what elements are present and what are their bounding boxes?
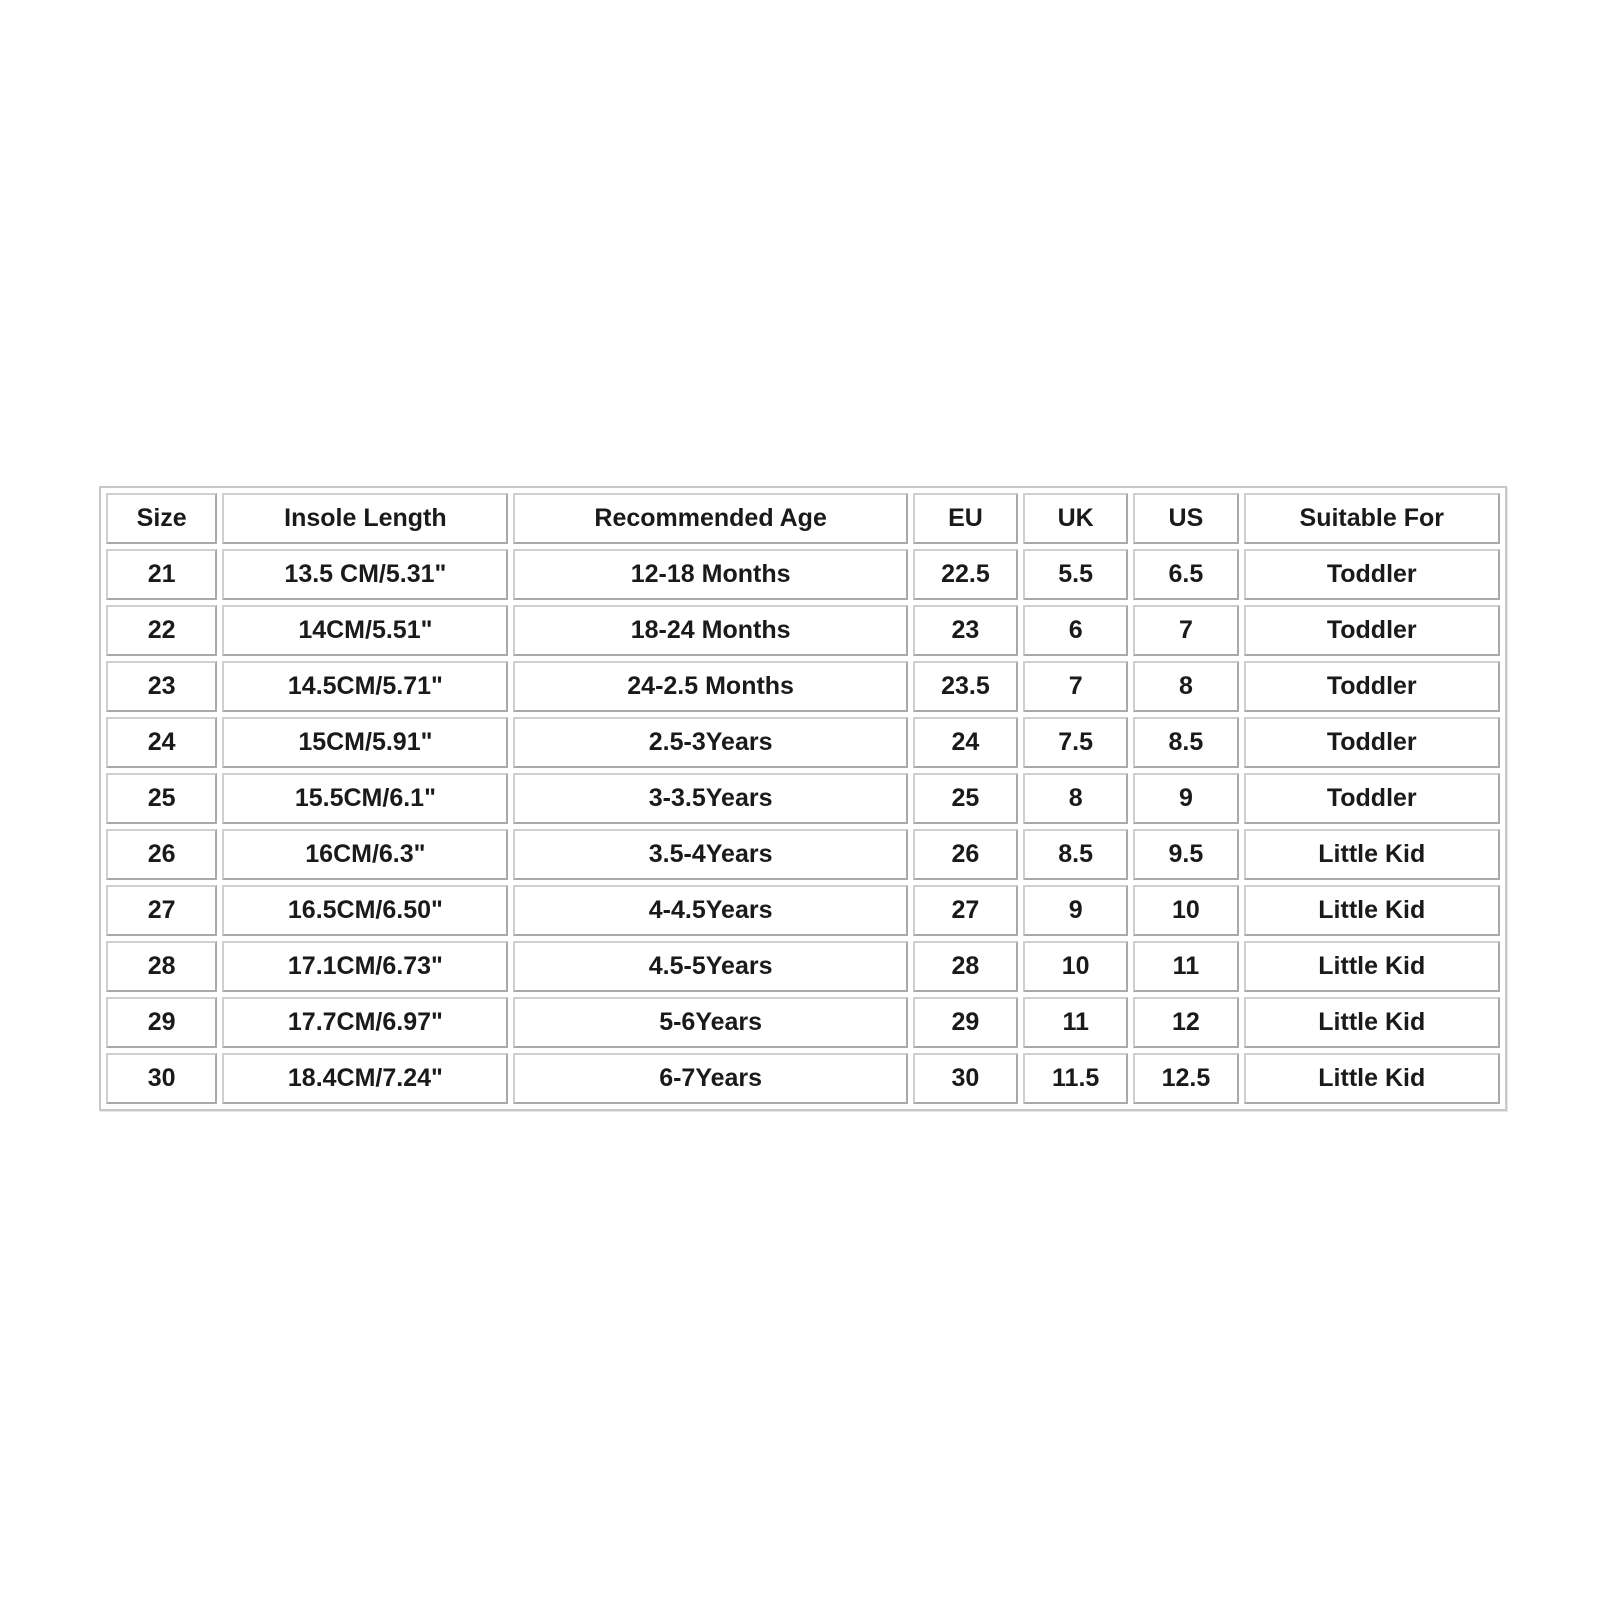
- cell-size: 29: [106, 997, 217, 1048]
- cell-us: 10: [1133, 885, 1238, 936]
- table-row: [106, 997, 1500, 1048]
- header-insole-length: Insole Length: [222, 493, 508, 544]
- cell-us: 6.5: [1133, 549, 1238, 600]
- cell-us: 7: [1133, 605, 1238, 656]
- cell-size: 30: [106, 1053, 217, 1104]
- cell-suitable-for: Toddler: [1244, 549, 1500, 600]
- cell-us: 8.5: [1133, 717, 1238, 768]
- cell-us: 9: [1133, 773, 1238, 824]
- cell-eu: 23: [913, 605, 1018, 656]
- cell-size: 27: [106, 885, 217, 936]
- table-row: [106, 885, 1500, 936]
- cell-suitable-for: Little Kid: [1244, 1053, 1500, 1104]
- cell-recommended-age: 6-7Years: [513, 1053, 907, 1104]
- table-header: [106, 493, 1500, 544]
- cell-suitable-for: Little Kid: [1244, 829, 1500, 880]
- cell-us: 9.5: [1133, 829, 1238, 880]
- table-row: [106, 549, 1500, 600]
- cell-uk: 6: [1023, 605, 1128, 656]
- cell-uk: 5.5: [1023, 549, 1128, 600]
- cell-suitable-for: Toddler: [1244, 717, 1500, 768]
- cell-recommended-age: 2.5-3Years: [513, 717, 907, 768]
- cell-uk: 10: [1023, 941, 1128, 992]
- cell-uk: 8: [1023, 773, 1128, 824]
- cell-insole-length: 17.7CM/6.97": [222, 997, 508, 1048]
- cell-recommended-age: 18-24 Months: [513, 605, 907, 656]
- cell-us: 12.5: [1133, 1053, 1238, 1104]
- table-row: [106, 605, 1500, 656]
- cell-us: 12: [1133, 997, 1238, 1048]
- cell-insole-length: 18.4CM/7.24": [222, 1053, 508, 1104]
- table-row: [106, 1053, 1500, 1104]
- cell-size: 22: [106, 605, 217, 656]
- cell-uk: 11.5: [1023, 1053, 1128, 1104]
- cell-eu: 28: [913, 941, 1018, 992]
- header-row: [106, 493, 1500, 544]
- header-us: US: [1133, 493, 1238, 544]
- cell-recommended-age: 4-4.5Years: [513, 885, 907, 936]
- cell-us: 8: [1133, 661, 1238, 712]
- header-uk: UK: [1023, 493, 1128, 544]
- table-row: [106, 717, 1500, 768]
- cell-size: 21: [106, 549, 217, 600]
- cell-uk: 7.5: [1023, 717, 1128, 768]
- cell-recommended-age: 24-2.5 Months: [513, 661, 907, 712]
- cell-recommended-age: 3.5-4Years: [513, 829, 907, 880]
- cell-insole-length: 15CM/5.91": [222, 717, 508, 768]
- cell-size: 28: [106, 941, 217, 992]
- header-eu: EU: [913, 493, 1018, 544]
- cell-suitable-for: Toddler: [1244, 661, 1500, 712]
- header-size: Size: [106, 493, 217, 544]
- table-row: [106, 773, 1500, 824]
- cell-insole-length: 14.5CM/5.71": [222, 661, 508, 712]
- table-body: [106, 549, 1500, 1104]
- cell-eu: 26: [913, 829, 1018, 880]
- cell-insole-length: 15.5CM/6.1": [222, 773, 508, 824]
- cell-size: 23: [106, 661, 217, 712]
- header-recommended-age: Recommended Age: [513, 493, 907, 544]
- cell-uk: 11: [1023, 997, 1128, 1048]
- size-chart-table: [99, 486, 1507, 1111]
- cell-recommended-age: 5-6Years: [513, 997, 907, 1048]
- cell-eu: 29: [913, 997, 1018, 1048]
- cell-insole-length: 17.1CM/6.73": [222, 941, 508, 992]
- cell-eu: 23.5: [913, 661, 1018, 712]
- cell-eu: 30: [913, 1053, 1018, 1104]
- cell-eu: 24: [913, 717, 1018, 768]
- cell-uk: 7: [1023, 661, 1128, 712]
- header-suitable-for: Suitable For: [1244, 493, 1500, 544]
- cell-suitable-for: Little Kid: [1244, 997, 1500, 1048]
- cell-insole-length: 13.5 CM/5.31": [222, 549, 508, 600]
- cell-size: 24: [106, 717, 217, 768]
- table-row: [106, 829, 1500, 880]
- table-row: [106, 941, 1500, 992]
- cell-suitable-for: Toddler: [1244, 773, 1500, 824]
- cell-uk: 8.5: [1023, 829, 1128, 880]
- table-row: [106, 661, 1500, 712]
- cell-eu: 22.5: [913, 549, 1018, 600]
- cell-suitable-for: Little Kid: [1244, 885, 1500, 936]
- cell-size: 26: [106, 829, 217, 880]
- cell-eu: 27: [913, 885, 1018, 936]
- cell-uk: 9: [1023, 885, 1128, 936]
- cell-insole-length: 14CM/5.51": [222, 605, 508, 656]
- cell-size: 25: [106, 773, 217, 824]
- cell-insole-length: 16CM/6.3": [222, 829, 508, 880]
- cell-suitable-for: Toddler: [1244, 605, 1500, 656]
- cell-insole-length: 16.5CM/6.50": [222, 885, 508, 936]
- cell-recommended-age: 12-18 Months: [513, 549, 907, 600]
- cell-us: 11: [1133, 941, 1238, 992]
- cell-suitable-for: Little Kid: [1244, 941, 1500, 992]
- cell-recommended-age: 4.5-5Years: [513, 941, 907, 992]
- cell-eu: 25: [913, 773, 1018, 824]
- cell-recommended-age: 3-3.5Years: [513, 773, 907, 824]
